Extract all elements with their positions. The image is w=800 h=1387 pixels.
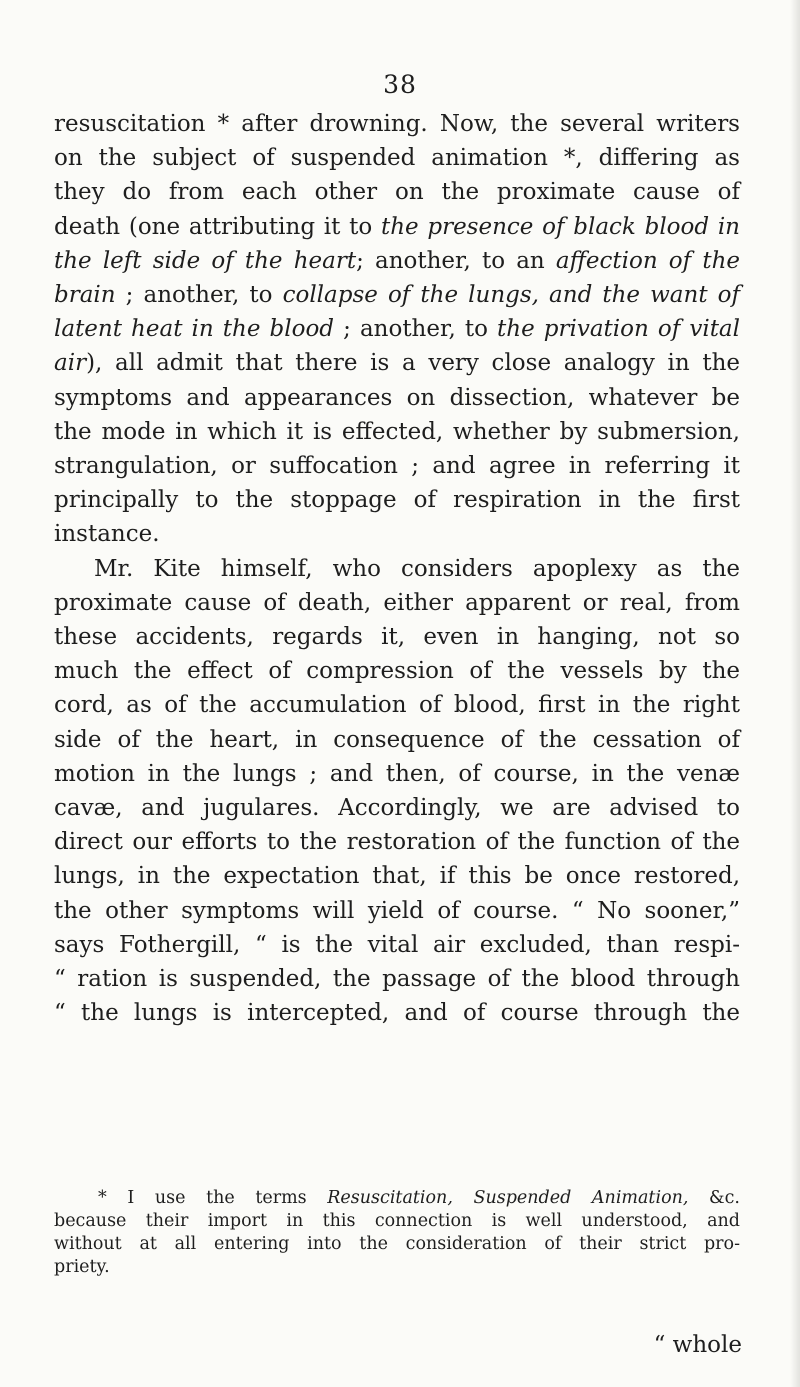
- page-edge-shadow: [790, 0, 800, 1387]
- text-line: says Fothergill, “ is the vital air excluded, than respi-: [54, 931, 740, 958]
- text-line: proximate cause of death, either apparent or real, from: [54, 589, 740, 616]
- text-segment: death (one attributing it to: [54, 213, 381, 240]
- text-line: instance.: [54, 521, 160, 548]
- text-line: lungs, in the expectation that, if this be once restored,: [54, 863, 740, 890]
- text-line: they do from each other on the proximate cause of: [54, 179, 740, 206]
- text-line: [54, 346, 740, 380]
- text-line: the other symptoms will yield of course. “ No sooner,”: [54, 897, 740, 924]
- page-number: 38: [383, 70, 417, 99]
- catchword: “ whole: [653, 1332, 742, 1358]
- text-line: direct our efforts to the restoration of the function of the: [54, 829, 740, 856]
- text-line: cavæ, and jugulares. Accordingly, we are advised to: [54, 795, 740, 822]
- text-segment: &c.: [688, 1188, 740, 1208]
- text-line: side of the heart, in consequence of the cessation of: [54, 726, 740, 753]
- italic-phrase: latent heat in the blood: [54, 316, 335, 343]
- text-line: the mode in which it is effected, whether by submersion,: [54, 418, 740, 445]
- footnote-line: [54, 1187, 740, 1210]
- text-line: Mr. Kite himself, who considers apoplexy as the: [94, 555, 740, 582]
- text-line: these accidents, regards it, even in hanging, not so: [54, 624, 740, 651]
- italic-phrase: Resuscitation, Suspended Animation,: [327, 1188, 689, 1208]
- footnote-line: without at all entering into the consideration of their strict pro-: [54, 1234, 740, 1254]
- text-segment: ), all admit that there is a very close analogy in the: [86, 350, 740, 377]
- italic-phrase: the privation of vital: [497, 316, 741, 343]
- text-segment: ; another, to: [115, 282, 283, 309]
- text-line: principally to the stoppage of respiration in the first: [54, 487, 740, 514]
- text-line: [54, 278, 740, 312]
- text-segment: ; another, to: [334, 316, 498, 343]
- text-line: “ the lungs is intercepted, and of course through the: [54, 1000, 740, 1027]
- text-line: strangulation, or suffocation ; and agree in referring it: [54, 453, 740, 480]
- italic-phrase: affection of the: [555, 247, 740, 274]
- text-line: [54, 312, 740, 346]
- text-line: motion in the lungs ; and then, of course, in the venæ: [54, 760, 740, 787]
- text-line: much the effect of compression of the vessels by the: [54, 658, 740, 685]
- italic-phrase: the presence of black blood in: [380, 213, 740, 240]
- body-text: [54, 107, 740, 1030]
- text-line: [54, 244, 740, 278]
- italic-phrase: brain: [54, 282, 116, 309]
- footnote-line: priety.: [54, 1257, 110, 1277]
- text-line: symptoms and appearances on dissection, whatever be: [54, 384, 740, 411]
- text-line: cord, as of the accumulation of blood, first in the right: [54, 692, 740, 719]
- footnote-line: because their import in this connection is well understood, and: [54, 1211, 740, 1231]
- text-line: “ ration is suspended, the passage of the blood through: [54, 966, 740, 993]
- footnote: [54, 1187, 740, 1279]
- text-line: resuscitation * after drowning. Now, the several writers: [54, 111, 740, 137]
- text-line: [54, 210, 740, 244]
- text-segment: * I use the terms: [98, 1188, 328, 1208]
- text-line: on the subject of suspended animation *, differing as: [54, 145, 740, 172]
- text-segment: ; another, to an: [356, 247, 556, 274]
- italic-phrase: collapse of the lungs, and the want of: [282, 282, 741, 309]
- italic-phrase: the left side of the heart: [54, 247, 357, 274]
- italic-phrase: air: [54, 350, 87, 377]
